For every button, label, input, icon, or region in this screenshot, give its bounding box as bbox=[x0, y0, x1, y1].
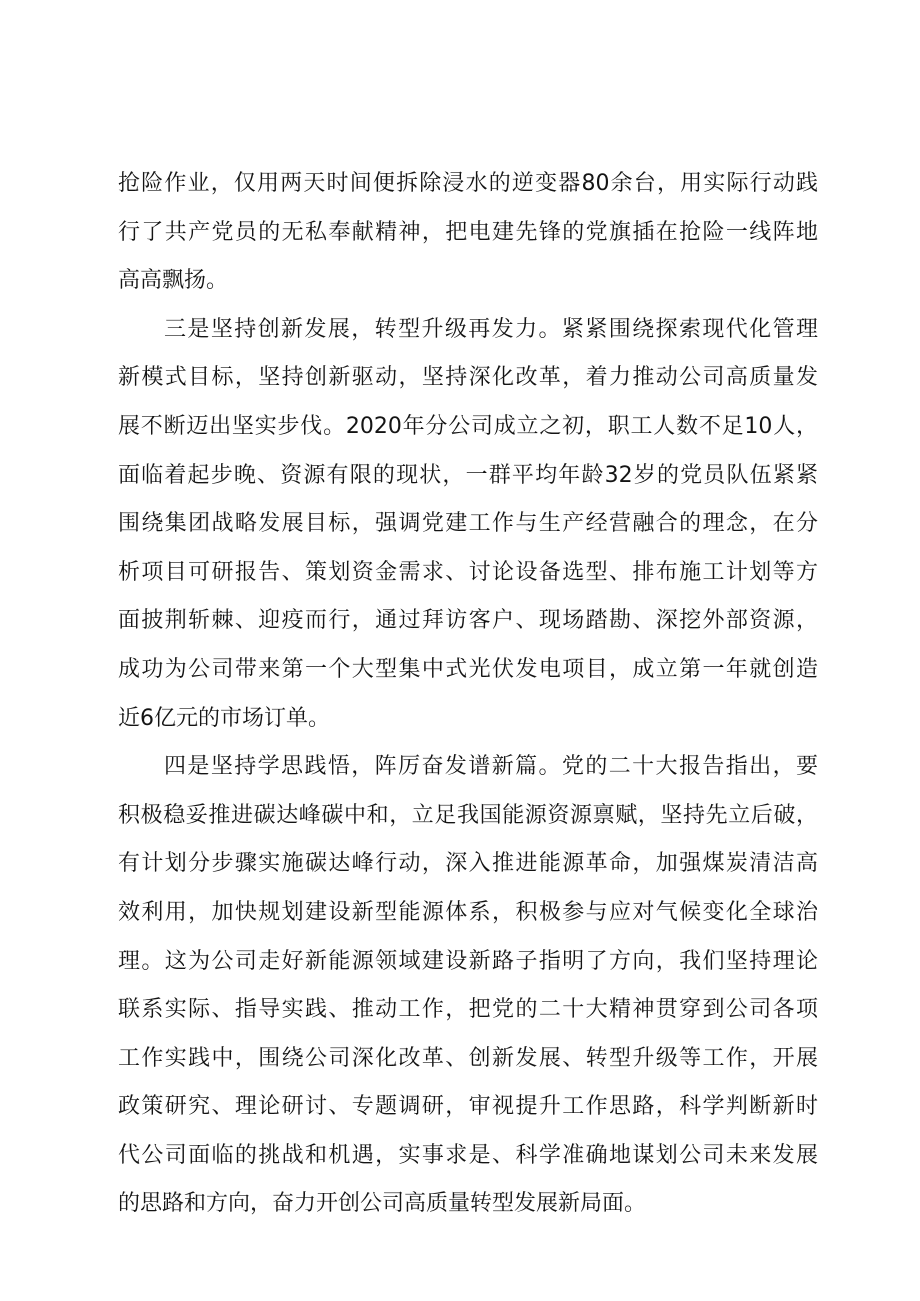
paragraph-3 bbox=[118, 743, 818, 1229]
text-line: 抢险作业，仅用两天时间便拆除浸水的逆变器80余台，用实际行动践 bbox=[118, 171, 818, 196]
document-body bbox=[118, 160, 818, 1229]
text-line: 新模式目标，坚持创新驱动，坚持深化改革，着力推动公司高质量发 bbox=[118, 365, 818, 391]
text-line: 近6亿元的市场订单。 bbox=[118, 705, 330, 731]
paragraph-2 bbox=[118, 306, 818, 743]
text-line: 四是坚持学思践悟，阵厉奋发谱新篇。党的二十大报告指出，要 bbox=[164, 754, 818, 780]
text-line: 有计划分步骤实施碳达峰行动，深入推进能源革命，加强煤炭清洁高 bbox=[118, 851, 818, 877]
text-line: 工作实践中，围绕公司深化改革、创新发展、转型升级等工作，开展 bbox=[118, 1045, 818, 1071]
text-line: 效利用，加快规划建设新型能源体系，积极参与应对气候变化全球治 bbox=[118, 899, 818, 925]
text-line: 析项目可研报告、策划资金需求、讨论设备选型、排布施工计划等方 bbox=[118, 559, 818, 585]
paragraph-1 bbox=[118, 160, 818, 306]
text-line: 成功为公司带来第一个大型集中式光伏发电项目，成立第一年就创造 bbox=[118, 656, 818, 682]
text-line: 政策研究、理论研讨、专题调研，审视提升工作思路，科学判断新时 bbox=[118, 1094, 818, 1120]
text-line: 展不断迈出坚实步伐。2020年分公司成立之初，职工人数不足10人， bbox=[118, 413, 818, 439]
text-line: 联系实际、指导实践、推动工作，把党的二十大精神贯穿到公司各项 bbox=[118, 997, 818, 1023]
text-line: 面披荆斩棘、迎疫而行，通过拜访客户、现场踏勘、深挖外部资源， bbox=[118, 608, 818, 634]
text-line: 面临着起步晚、资源有限的现状，一群平均年龄32岁的党员队伍紧紧 bbox=[118, 462, 818, 488]
text-line: 的思路和方向，奋力开创公司高质量转型发展新局面。 bbox=[118, 1191, 647, 1217]
text-line: 行了共产党员的无私奉献精神，把电建先锋的党旗插在抢险一线阵地 bbox=[118, 219, 818, 245]
text-line: 高高飘扬。 bbox=[118, 268, 229, 294]
text-line: 积极稳妥推进碳达峰碳中和，立足我国能源资源禀赋，坚持先立后破， bbox=[118, 802, 818, 828]
text-line: 围绕集团战略发展目标，强调党建工作与生产经营融合的理念，在分 bbox=[118, 511, 818, 537]
text-line: 理。这为公司走好新能源领域建设新路子指明了方向，我们坚持理论 bbox=[118, 948, 818, 974]
text-line: 三是坚持创新发展，转型升级再发力。紧紧围绕探索现代化管理 bbox=[164, 316, 818, 342]
text-line: 代公司面临的挑战和机遇，实事求是、科学准确地谋划公司未来发展 bbox=[118, 1142, 818, 1168]
